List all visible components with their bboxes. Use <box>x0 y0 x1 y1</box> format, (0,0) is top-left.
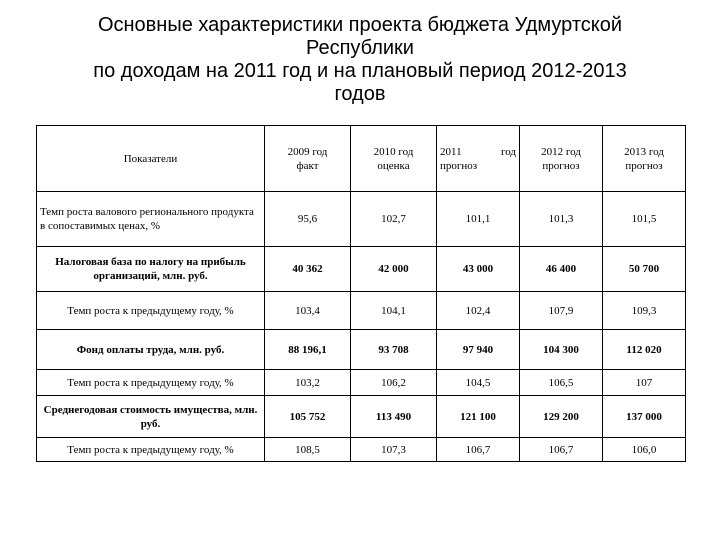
cell-value: 104,5 <box>437 370 520 396</box>
header-year-suffix: год <box>500 145 516 158</box>
cell-value: 107,9 <box>520 292 603 330</box>
header-year: 2011 <box>440 145 462 158</box>
table-row <box>37 247 686 292</box>
cell-value: 105 752 <box>265 396 351 438</box>
table-row <box>37 192 686 247</box>
row-label: Темп роста к предыдущему году, % <box>37 370 265 396</box>
row-label: Среднегодовая стоимость имущества, млн. руб. <box>37 396 265 438</box>
title-line-4: годов <box>334 83 386 105</box>
header-2012 <box>520 126 603 192</box>
row-label: Темп роста валового регионального продукта в сопоставимых ценах, % <box>37 192 265 247</box>
header-2010 <box>351 126 437 192</box>
cell-value: 101,5 <box>603 192 686 247</box>
cell-value: 101,3 <box>520 192 603 247</box>
cell-value: 103,4 <box>265 292 351 330</box>
cell-value: 106,7 <box>520 438 603 462</box>
cell-value: 102,7 <box>351 192 437 247</box>
header-year: 2012 год <box>541 145 581 158</box>
header-2009 <box>265 126 351 192</box>
cell-value: 121 100 <box>437 396 520 438</box>
table-row <box>37 438 686 462</box>
cell-value: 97 940 <box>437 330 520 370</box>
cell-value: 101,1 <box>437 192 520 247</box>
cell-value: 88 196,1 <box>265 330 351 370</box>
header-year: 2010 год <box>373 145 414 158</box>
header-kind: прогноз <box>625 159 663 172</box>
slide-title <box>40 14 680 106</box>
header-2013 <box>603 126 686 192</box>
table-row <box>37 292 686 330</box>
cell-value: 106,2 <box>351 370 437 396</box>
row-label: Налоговая база по налогу на прибыль организаций, млн. руб. <box>37 247 265 292</box>
cell-value: 113 490 <box>351 396 437 438</box>
table-row <box>37 396 686 438</box>
cell-value: 109,3 <box>603 292 686 330</box>
header-row <box>37 126 686 192</box>
title-line-1: Основные характеристики проекта бюджета Удмуртской <box>97 14 623 36</box>
cell-value: 95,6 <box>265 192 351 247</box>
header-year: 2009 год <box>287 145 328 158</box>
cell-value: 137 000 <box>603 396 686 438</box>
header-kind: факт <box>296 159 319 172</box>
cell-value: 106,7 <box>437 438 520 462</box>
cell-value: 40 362 <box>265 247 351 292</box>
title-line-3: по доходам на 2011 год и на плановый период 2012-2013 <box>93 60 627 82</box>
row-label: Темп роста к предыдущему году, % <box>37 292 265 330</box>
header-kind: оценка <box>377 159 410 172</box>
cell-value: 129 200 <box>520 396 603 438</box>
table-row <box>37 330 686 370</box>
cell-value: 112 020 <box>603 330 686 370</box>
row-label: Фонд оплаты труда, млн. руб. <box>37 330 265 370</box>
title-line-2: Республики <box>306 37 414 59</box>
cell-value: 43 000 <box>437 247 520 292</box>
header-indicator: Показатели <box>37 126 265 192</box>
cell-value: 50 700 <box>603 247 686 292</box>
header-2011 <box>437 126 520 192</box>
cell-value: 107,3 <box>351 438 437 462</box>
row-label: Темп роста к предыдущему году, % <box>37 438 265 462</box>
cell-value: 106,5 <box>520 370 603 396</box>
cell-value: 42 000 <box>351 247 437 292</box>
cell-value: 107 <box>603 370 686 396</box>
cell-value: 46 400 <box>520 247 603 292</box>
table-row <box>37 370 686 396</box>
header-year: 2013 год <box>624 145 664 158</box>
cell-value: 104 300 <box>520 330 603 370</box>
cell-value: 106,0 <box>603 438 686 462</box>
cell-value: 102,4 <box>437 292 520 330</box>
cell-value: 108,5 <box>265 438 351 462</box>
cell-value: 93 708 <box>351 330 437 370</box>
header-kind: прогноз <box>440 159 478 172</box>
budget-table <box>36 125 686 462</box>
cell-value: 104,1 <box>351 292 437 330</box>
header-kind: прогноз <box>542 159 580 172</box>
cell-value: 103,2 <box>265 370 351 396</box>
